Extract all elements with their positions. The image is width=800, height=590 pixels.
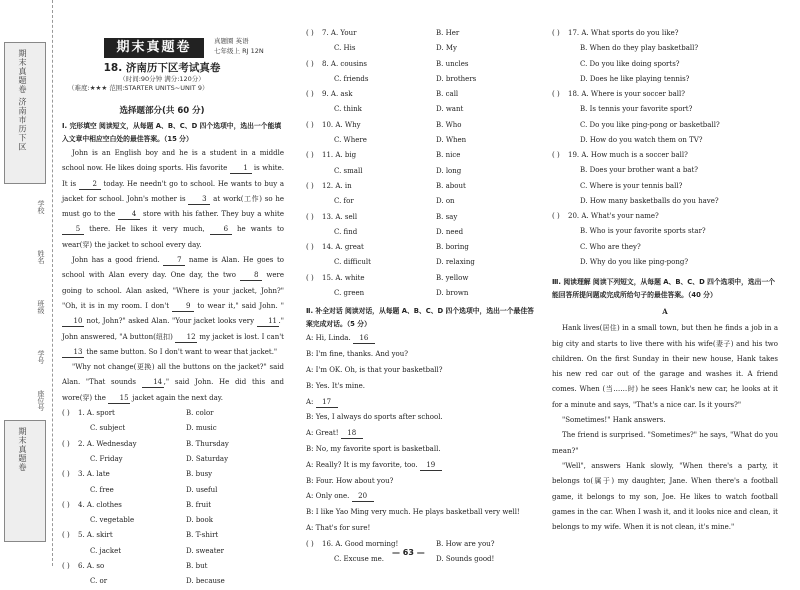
option-a <box>78 559 104 574</box>
option-d: D. When <box>436 136 467 145</box>
blank-number: 19 <box>420 460 442 471</box>
option-text: . A. big <box>330 151 357 160</box>
question-item <box>306 148 536 179</box>
option-d: D. because <box>186 577 225 586</box>
cloze-text: my jacket is lost. I can't <box>197 332 284 341</box>
cloze-text: name is Alan. He goes to school with Alan every day. One day, the two <box>62 256 284 280</box>
question-number: 20 <box>568 212 577 220</box>
dialog-text: A: I'm OK. Oh, is that your basketball? <box>306 365 443 374</box>
question-number: 16 <box>322 539 331 548</box>
question-item <box>306 240 536 271</box>
dialog-text: B: I like Yao Ming very much. He plays basketball very well! <box>306 508 520 517</box>
dialog-text: B: No, my favorite sport is basketball. <box>306 444 441 453</box>
question-item <box>552 209 778 270</box>
cloze-text: John has a good friend. <box>72 256 164 265</box>
option-text: . A. white <box>330 273 365 282</box>
option-b: B. boring <box>436 243 469 252</box>
column-2 <box>306 26 536 567</box>
option-b: B. call <box>436 90 459 99</box>
answer-paren: ( ) <box>306 29 314 37</box>
option-c: C. Excuse me. <box>334 555 385 563</box>
question-number: 12 <box>322 181 331 190</box>
passage-paragraph: "Well", answers Hank slowly, "When there's a party, it belongs to(属于) my daughter, Jane. When there's a football game, it belongs to my son, Joe. He likes to watch football games in the car. When I wash it, and it looks nice and clean, it belongs to my wife. When it is not clean, it's mine." <box>552 461 778 532</box>
option-d: D. need <box>436 227 464 236</box>
option-a <box>568 148 688 163</box>
question-item <box>552 148 778 209</box>
dialog-text: B: Four. How about you? <box>306 476 394 485</box>
answer-paren: ( ) <box>306 120 314 129</box>
question-number: 17 <box>568 29 577 37</box>
dialog-line <box>306 363 536 379</box>
option-c: C. for <box>334 197 354 206</box>
option-text: . A. clothes <box>82 500 122 509</box>
option-text: . A. late <box>82 470 110 479</box>
option-b: B. busy <box>186 470 213 479</box>
dialog-line <box>306 410 536 426</box>
option-a <box>568 87 685 102</box>
option-b: B. Does your brother want a bat? <box>580 166 699 175</box>
page-number: — 63 — <box>392 548 425 557</box>
question-item <box>306 179 536 210</box>
cloze-paragraph-3 <box>62 360 284 406</box>
dialog-text: A: Great! <box>306 429 341 438</box>
header-meta <box>214 36 264 56</box>
blank-number: 5 <box>62 224 84 235</box>
answer-paren: ( ) <box>62 409 70 418</box>
option-d: D. brown <box>436 289 469 298</box>
cloze-text: not, John?" asked Alan. "Your jacket looks very <box>84 317 257 326</box>
question-number: 7 <box>322 29 327 37</box>
cloze-text: today. He needn't go to school. He wants to buy a jacket for school. John's mother is <box>62 179 285 203</box>
blank-number: 1 <box>230 163 252 174</box>
option-a <box>322 87 352 102</box>
option-a <box>78 498 122 513</box>
option-b: B. uncles <box>436 59 469 68</box>
dialog-line <box>306 489 536 505</box>
option-text: . A. Wednesday <box>82 439 137 448</box>
blank-number: 20 <box>352 491 374 502</box>
dialog-line <box>306 426 536 442</box>
question-number: 15 <box>322 273 331 282</box>
option-a <box>568 209 659 224</box>
dialog-text: B: Yes, I always do sports after school. <box>306 413 443 422</box>
question-item <box>62 467 284 498</box>
part2-instruction: Ⅱ. 补全对话 阅读对话，从每题 A、B、C、D 四个选项中，选出一个最佳答案完成对话。（5 分） <box>306 307 534 329</box>
blank-number: 17 <box>316 397 338 408</box>
option-text: . A. Good morning! <box>330 539 399 548</box>
option-d: D. music <box>186 424 217 433</box>
option-text: . A. What's your name? <box>576 212 659 220</box>
margin-tag-top-text: 期末真题卷 济南市历下区 <box>18 49 27 152</box>
option-a <box>568 26 679 41</box>
blank-number: 3 <box>188 194 210 205</box>
option-c: C. green <box>334 289 365 298</box>
answer-paren: ( ) <box>306 273 314 282</box>
answer-paren: ( ) <box>306 539 314 548</box>
question-item <box>306 87 536 118</box>
option-b: B. Is tennis your favorite sport? <box>580 105 693 114</box>
answer-paren: ( ) <box>306 243 314 252</box>
option-d: D. Why do you like ping-pong? <box>580 257 689 266</box>
exam-banner: 期末真题卷 <box>104 38 204 58</box>
option-b: B. fruit <box>186 500 212 509</box>
passage-paragraph: Hank lives(居住) in a small town, but then he finds a job in a big city and starts to live there with his wife(妻子) and his two children. On the first Sunday in their new house, Hank takes his new red car out of the garage and washes it. A friend comes. When (当……时) he sees Hank's new car, he looks at it for a minute and says, "That's a nice car. Is it yours?" <box>552 324 778 409</box>
question-item <box>62 437 284 468</box>
margin-tag-bottom-text: 期末真题卷 <box>18 427 27 472</box>
dialog-text: A: That's for sure! <box>306 523 371 532</box>
option-text: . A. sport <box>82 409 115 418</box>
option-c: C. difficult <box>334 258 371 267</box>
cloze-text: the same button. So I don't want to wear that jacket." <box>84 347 278 356</box>
blank-number: 7 <box>163 255 185 266</box>
cloze-text: "Why not change(更换) all the buttons on the jacket?" said Alan. "That sounds <box>62 363 284 387</box>
question-item <box>306 57 536 88</box>
question-number: 14 <box>322 243 331 252</box>
dialog-text: B: I'm fine, thanks. And you? <box>306 350 409 359</box>
cloze-text: store with his father. They buy a white <box>140 210 284 219</box>
cloze-paragraph-1 <box>62 146 284 253</box>
option-a <box>322 57 367 72</box>
blank-number: 16 <box>353 333 375 344</box>
margin-label-id: 学号 <box>37 350 45 364</box>
option-d: D. How do you watch them on TV? <box>580 135 703 144</box>
answer-paren: ( ) <box>552 212 560 220</box>
question-number: 13 <box>322 212 331 221</box>
option-c: C. Friday <box>90 454 123 463</box>
dialog-line <box>306 458 536 474</box>
header-subject: 真题圈 英语 <box>214 37 249 45</box>
dialog-text: A: Hi, Linda. <box>306 334 353 343</box>
question-number: 5 <box>78 531 83 540</box>
dialog-line <box>306 379 536 395</box>
answer-paren: ( ) <box>62 562 70 571</box>
cloze-text: is white. It is <box>62 164 284 188</box>
option-a <box>322 271 365 286</box>
dialog-line <box>306 505 536 521</box>
header-grade: 七年级上 RJ 12N <box>214 47 264 55</box>
option-text: . A. cousins <box>326 59 367 68</box>
question-number: 8 <box>322 59 327 68</box>
option-d: D. Saturday <box>186 454 229 463</box>
answer-paren: ( ) <box>62 500 70 509</box>
cloze-text: there. He likes it very much, <box>84 225 210 234</box>
option-text: . A. How much is a soccer ball? <box>576 151 688 159</box>
blank-number: 4 <box>118 209 140 220</box>
answer-paren: ( ) <box>306 212 314 221</box>
dialog-text: A: <box>306 397 316 406</box>
part1-instruction: Ⅰ. 完形填空 阅读短文，从每题 A、B、C、D 四个选项中，选出一个能填入文章中相应空白处的最佳答案。（15 分） <box>62 122 282 143</box>
blank-number: 2 <box>79 179 101 190</box>
part3-instruction: Ⅲ. 阅读理解 阅读下列短文，从每题 A、B、C、D 四个选项中，选出一个能回答所提问题或完成所给句子的最佳答案。（40 分） <box>552 278 776 299</box>
question-item <box>62 498 284 529</box>
dialog-line <box>306 442 536 458</box>
option-c: C. jacket <box>90 546 122 555</box>
dialog <box>306 331 536 536</box>
option-d: D. book <box>186 516 213 525</box>
option-d: D. relaxing <box>436 258 475 267</box>
dialog-text: B: Yes. It's mine. <box>306 381 365 390</box>
question-item <box>62 528 284 559</box>
option-c: C. Where <box>334 136 367 145</box>
question-item <box>306 118 536 149</box>
option-c: C. friends <box>334 74 369 83</box>
option-text: . A. so <box>82 562 105 571</box>
dialog-line <box>306 331 536 347</box>
paper-title: 18. 济南历下区考试真卷 <box>103 62 221 74</box>
option-a <box>322 26 357 41</box>
option-c: C. subject <box>90 424 126 433</box>
margin-label-seat: 座位号 <box>37 390 45 411</box>
dialog-text: A: Really? It is my favorite, too. <box>306 460 420 469</box>
dialog-line <box>306 347 536 363</box>
blank-number: 10 <box>62 316 84 327</box>
passage-paragraph: "Sometimes!" Hank answers. <box>562 416 666 425</box>
option-d: D. long <box>436 166 462 175</box>
option-d: D. sweater <box>186 546 225 555</box>
cloze-text: were going to school. Alan asked, "Where is your jacket, John?" "Oh, it is in my room. I don't <box>62 271 284 310</box>
option-a <box>322 210 357 225</box>
dialog-line <box>306 521 536 537</box>
option-text: . A. Your <box>326 29 357 37</box>
margin-label-school: 学校 <box>37 200 45 214</box>
passage-paragraph: The friend is surprised. "Sometimes?" he says, "What do you mean?" <box>552 431 778 455</box>
cloze-paragraph-2 <box>62 253 284 360</box>
dialog-questions-17-20 <box>552 26 778 270</box>
option-a <box>322 240 364 255</box>
blank-number: 9 <box>172 301 194 312</box>
cloze-text: ." John answered, "A button(纽扣) <box>62 317 284 341</box>
cloze-text: to wear it," said John. " <box>194 301 284 310</box>
cloze-text: ," said John. He did this and wore(穿) the <box>62 378 284 402</box>
option-b: B. but <box>186 562 208 571</box>
margin-tag-bottom <box>4 420 46 542</box>
blank-number: 12 <box>175 332 197 343</box>
answer-paren: ( ) <box>306 151 314 160</box>
blank-number: 15 <box>108 393 130 404</box>
section-heading: 选择题部分(共 60 分) <box>119 106 205 116</box>
option-a <box>78 528 113 543</box>
option-a <box>78 467 110 482</box>
column-1 <box>62 120 284 590</box>
option-c: C. small <box>334 166 363 175</box>
option-c: C. Do you like ping-pong or basketball? <box>580 120 720 129</box>
option-d: D. useful <box>186 485 218 494</box>
dialog-text: A: Only one. <box>306 492 352 501</box>
answer-paren: ( ) <box>306 59 314 68</box>
option-d: D. My <box>436 44 457 53</box>
option-text: . A. skirt <box>82 531 113 540</box>
question-number: 9 <box>322 90 327 99</box>
option-text: . A. sell <box>330 212 358 221</box>
option-b: B. Her <box>436 29 460 37</box>
option-c: C. His <box>334 44 356 53</box>
question-number: 1 <box>78 409 83 418</box>
option-d: D. want <box>436 105 464 114</box>
margin-label-name: 姓名 <box>37 250 45 264</box>
option-a <box>322 537 398 552</box>
option-a <box>78 437 137 452</box>
passage-a <box>552 321 778 535</box>
option-b: B. nice <box>436 151 461 160</box>
option-d: D. How many basketballs do you have? <box>580 196 719 205</box>
binding-margin <box>0 0 53 566</box>
option-b: B. Who is your favorite sports star? <box>580 227 706 236</box>
option-b: B. T-shirt <box>186 531 219 540</box>
option-b: B. Thursday <box>186 439 229 448</box>
option-a <box>78 406 115 421</box>
option-c: C. Do you like doing sports? <box>580 59 680 68</box>
cloze-text: jacket again the next day. <box>130 393 224 402</box>
answer-paren: ( ) <box>62 470 70 479</box>
time-score: （时间:90分钟 满分:120分） <box>119 75 205 83</box>
option-c: C. find <box>334 227 358 236</box>
option-b: B. How are you? <box>436 539 495 548</box>
answer-paren: ( ) <box>62 531 70 540</box>
answer-paren: ( ) <box>306 181 314 190</box>
blank-number: 11 <box>257 316 279 327</box>
dialog-line <box>306 474 536 490</box>
option-c: C. free <box>90 485 114 494</box>
option-c: C. Who are they? <box>580 242 641 251</box>
answer-paren: ( ) <box>62 439 70 448</box>
question-item <box>306 210 536 241</box>
question-number: 18 <box>568 90 577 98</box>
answer-paren: ( ) <box>552 29 560 37</box>
blank-number: 6 <box>210 224 232 235</box>
option-c: C. vegetable <box>90 516 135 525</box>
question-item <box>306 26 536 57</box>
option-b: B. about <box>436 181 466 190</box>
question-item <box>62 559 284 590</box>
question-number: 19 <box>568 151 577 159</box>
blank-number: 14 <box>142 377 164 388</box>
difficulty-range: （难度:★★★ 范围:STARTER UNITS~UNIT 9） <box>68 84 209 92</box>
blank-number: 18 <box>341 428 363 439</box>
question-item <box>306 271 536 302</box>
cloze-text: John is an English boy and he is a student in a middle school now. He likes doing sports. His favorite <box>62 149 284 173</box>
question-item <box>62 406 284 437</box>
option-text: . A. in <box>330 181 352 190</box>
option-a <box>322 179 352 194</box>
column-3 <box>552 26 778 535</box>
question-number: 11 <box>322 151 331 160</box>
blank-number: 13 <box>62 347 84 358</box>
question-number: 6 <box>78 562 83 571</box>
margin-label-class: 班级 <box>37 300 45 314</box>
option-d: D. Does he like playing tennis? <box>580 74 690 83</box>
option-a <box>322 148 356 163</box>
cloze-questions-1-6 <box>62 406 284 590</box>
question-number: 10 <box>322 120 331 129</box>
option-c: C. think <box>334 105 362 114</box>
blank-number: 8 <box>240 270 262 281</box>
cloze-questions-7-15 <box>306 26 536 301</box>
option-c: C. Where is your tennis ball? <box>580 181 683 190</box>
cloze-text: at work(工作) so he must go to the <box>62 194 284 219</box>
option-d: D. on <box>436 197 455 206</box>
question-number: 3 <box>78 470 83 479</box>
answer-paren: ( ) <box>552 151 560 159</box>
question-number: 2 <box>78 439 83 448</box>
cloze-text: he wants to wear(穿) the jacket to school every day. <box>62 225 284 249</box>
option-d: D. Sounds good! <box>436 555 495 563</box>
option-text: . A. ask <box>326 90 353 99</box>
answer-paren: ( ) <box>306 90 314 99</box>
option-b: B. Who <box>436 120 462 129</box>
option-b: B. yellow <box>436 273 469 282</box>
question-number: 4 <box>78 500 83 509</box>
option-text: . A. What sports do you like? <box>576 29 679 37</box>
margin-tag-top <box>4 42 46 184</box>
passage-a-title: A <box>662 307 668 316</box>
answer-paren: ( ) <box>552 90 560 98</box>
option-c: C. or <box>90 577 108 586</box>
option-text: . A. Where is your soccer ball? <box>576 90 685 98</box>
option-d: D. brothers <box>436 74 477 83</box>
option-b: B. color <box>186 409 214 418</box>
dialog-line <box>306 395 536 411</box>
question-item <box>552 87 778 148</box>
option-b: B. When do they play basketball? <box>580 44 699 53</box>
option-text: . A. great <box>330 243 364 252</box>
option-b: B. say <box>436 212 458 221</box>
option-a <box>322 118 361 133</box>
question-item <box>552 26 778 87</box>
option-text: . A. Why <box>330 120 361 129</box>
